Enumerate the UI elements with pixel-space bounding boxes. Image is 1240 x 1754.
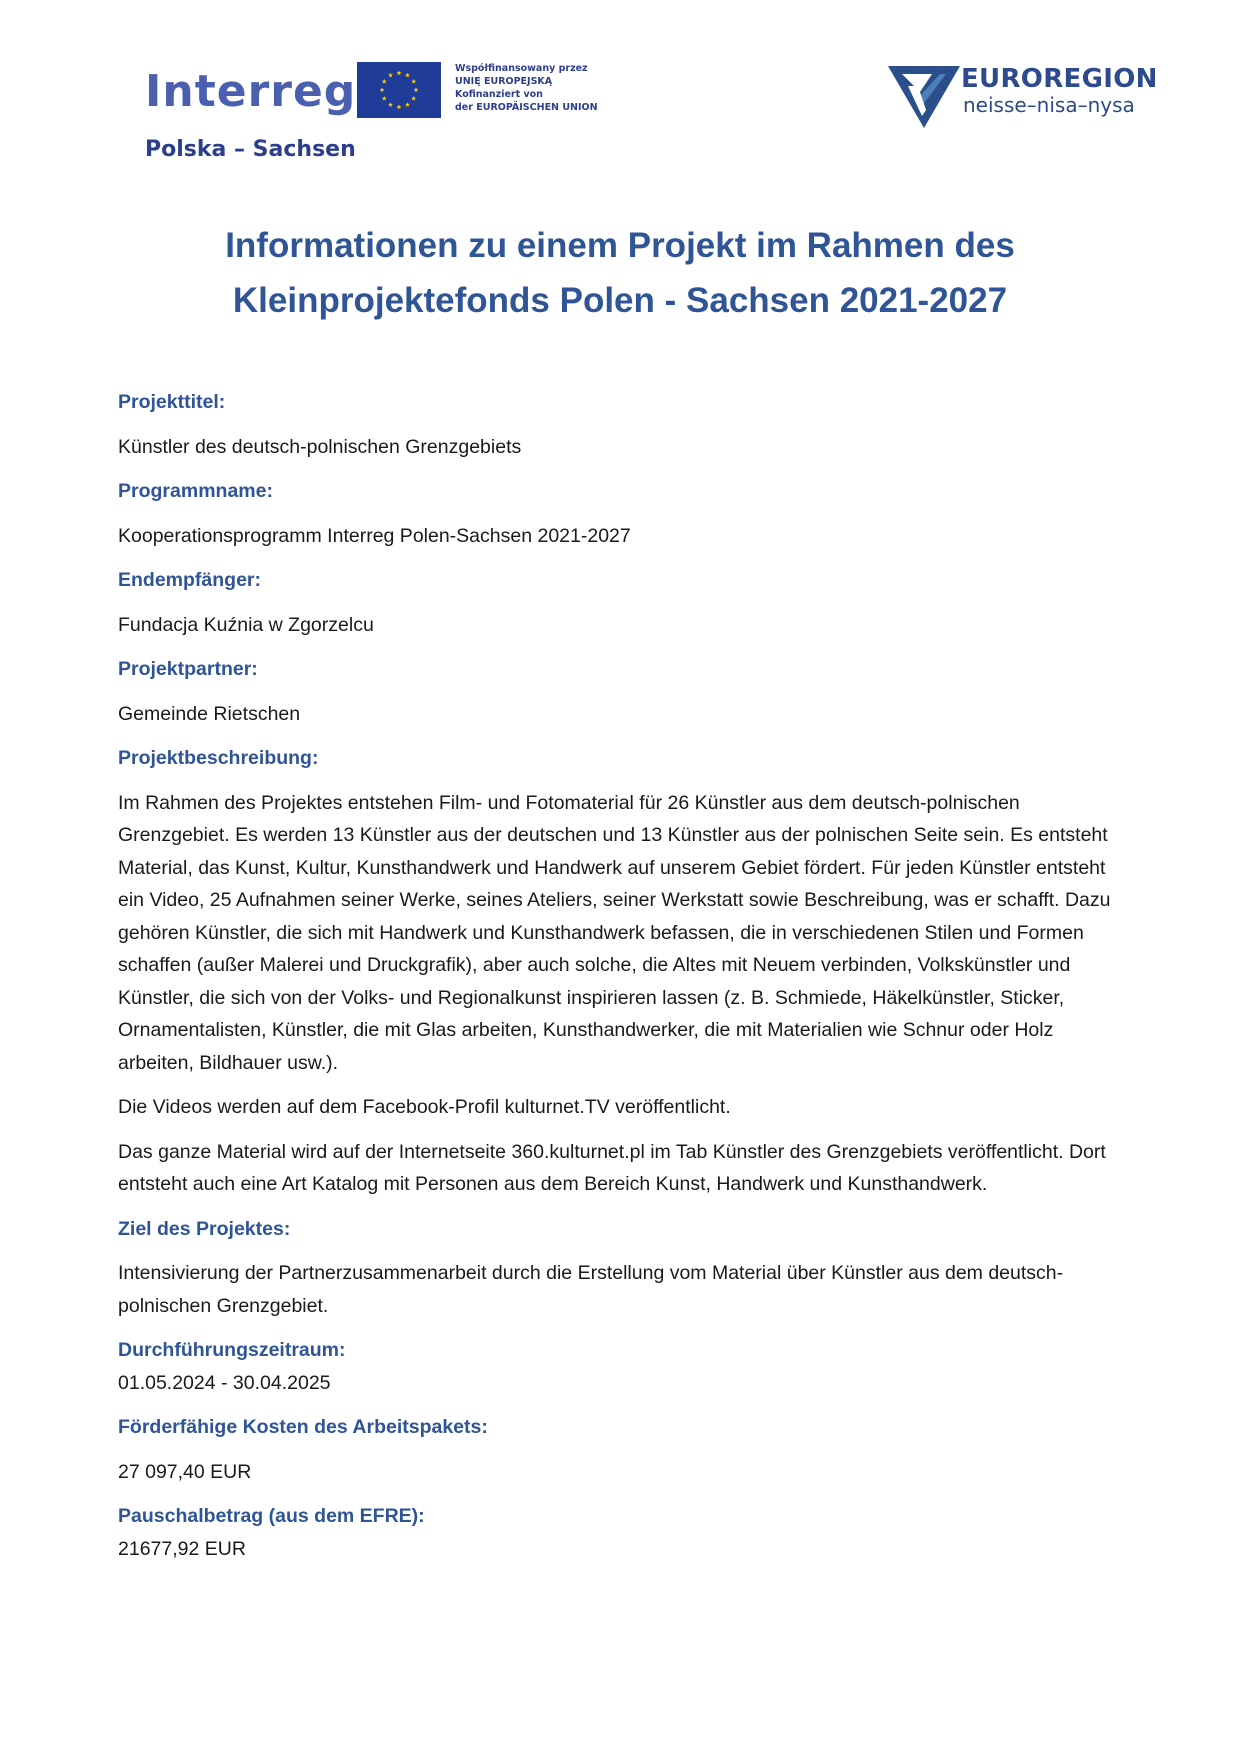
zeitraum-value: 01.05.2024 - 30.04.2025 (118, 1371, 331, 1394)
kosten-label: Förderfähige Kosten des Arbeitspakets: (118, 1416, 488, 1438)
eu-text-line: Współfinansowany przez (455, 63, 588, 74)
projektbeschreibung-label: Projektbeschreibung: (118, 747, 319, 769)
eu-flag-icon (357, 62, 441, 118)
interreg-region-label: Polska – Sachsen (145, 137, 356, 162)
eu-star-icon (388, 102, 393, 107)
ziel-label: Ziel des Projektes: (118, 1217, 291, 1240)
eu-star-icon (397, 104, 402, 109)
projektpartner-label: Projektpartner: (118, 658, 258, 680)
interreg-logo (145, 62, 635, 172)
projektbeschreibung-paragraph-1: Im Rahmen des Projektes entstehen Film- und Fotomaterial für 26 Künstler aus dem deutsch-polnischen Grenzgebiet. Es werden 13 Künstler aus der deutschen und 13 Künstler aus der polnischen Seite sein. Es entsteht Material, das Kunst, Kultur, Kunsthandwerk und Handwerk auf unserem Gebiet fördert. Für jeden Künstler entsteht ein Video, 25 Aufnahmen seiner Werke, seines Ateliers, seiner Werkstatt sowie Beschreibung, was er schafft. Dazu gehören Künstler, die sich mit Handwerk und Kunsthandwerk befassen, die in verschiedenen Stilen und Formen schaffen (außer Malerei und Druckgrafik), aber auch solche, die Altes mit Neuem verbinden, Volkskünstler und Künstler, die sich von der Volks- und Regionalkunst inspirieren lassen (z. B. Schmiede, Häkelkünstler, Sticker, Ornamentalisten, Künstler, die mit Glas arbeiten, Kunsthandwerker, die mit Materialien wie Schnur oder Holz arbeiten, Bildhauer usw.). (118, 791, 1111, 1074)
endempfaenger-label: Endempfänger: (118, 569, 262, 591)
pauschalbetrag-label: Pauschalbetrag (aus dem EFRE): (118, 1505, 425, 1527)
eu-star-icon (388, 73, 393, 78)
euroregion-mark-icon (888, 64, 960, 130)
eu-star-icon (414, 87, 419, 92)
endempfaenger-value: Fundacja Kuźnia w Zgorzelcu (118, 613, 374, 636)
page-title (100, 218, 1140, 328)
euroregion-subtitle: neisse–nisa–nysa (963, 93, 1135, 117)
projektpartner-value: Gemeinde Rietschen (118, 702, 301, 725)
euroregion-title: EUROREGION (961, 64, 1158, 94)
ziel-value: Intensivierung der Partnerzusammenarbeit durch die Erstellung vom Material über Künstler aus dem deutsch-polnischen Grenzgebiet. (118, 1262, 1064, 1317)
eu-text-line: UNIĘ EUROPEJSKĄ (455, 76, 553, 87)
eu-star-icon (382, 96, 387, 101)
eu-star-icon (397, 70, 402, 75)
kosten-value: 27 097,40 EUR (118, 1460, 252, 1483)
projekttitel-value: Künstler des deutsch-polnischen Grenzgebiets (118, 435, 522, 458)
document-body (118, 386, 1128, 1577)
title-line-1: Informationen zu einem Projekt im Rahmen des (225, 226, 1015, 265)
eu-cofinancing-text (455, 62, 635, 114)
eu-star-icon (405, 73, 410, 78)
programmname-value: Kooperationsprogramm Interreg Polen-Sachsen 2021-2027 (118, 524, 631, 547)
eu-star-icon (411, 79, 416, 84)
eu-star-icon (380, 87, 385, 92)
eu-star-icon (411, 96, 416, 101)
eu-star-icon (382, 79, 387, 84)
eu-text-line: Kofinanziert von (455, 89, 543, 100)
zeitraum-label: Durchführungszeitraum: (118, 1339, 346, 1361)
interreg-wordmark: Interreg (145, 66, 357, 117)
projektbeschreibung-paragraph-2: Die Videos werden auf dem Facebook-Profil kulturnet.TV veröffentlicht. (118, 1096, 731, 1118)
pauschalbetrag-value: 21677,92 EUR (118, 1537, 246, 1560)
projektbeschreibung-paragraph-3: Das ganze Material wird auf der Internetseite 360.kulturnet.pl im Tab Künstler des Grenzgebiets veröffentlicht. Dort entsteht auch eine Art Katalog mit Personen aus dem Bereich Kunst, Handwerk und Kunsthandwerk. (118, 1140, 1106, 1195)
title-line-2: Kleinprojektefonds Polen - Sachsen 2021-2027 (232, 281, 1008, 320)
projekttitel-label: Projekttitel: (118, 391, 226, 413)
euroregion-logo (888, 64, 1158, 134)
programmname-label: Programmname: (118, 480, 273, 502)
eu-star-icon (405, 102, 410, 107)
eu-text-line: der EUROPÄISCHEN UNION (455, 102, 598, 113)
